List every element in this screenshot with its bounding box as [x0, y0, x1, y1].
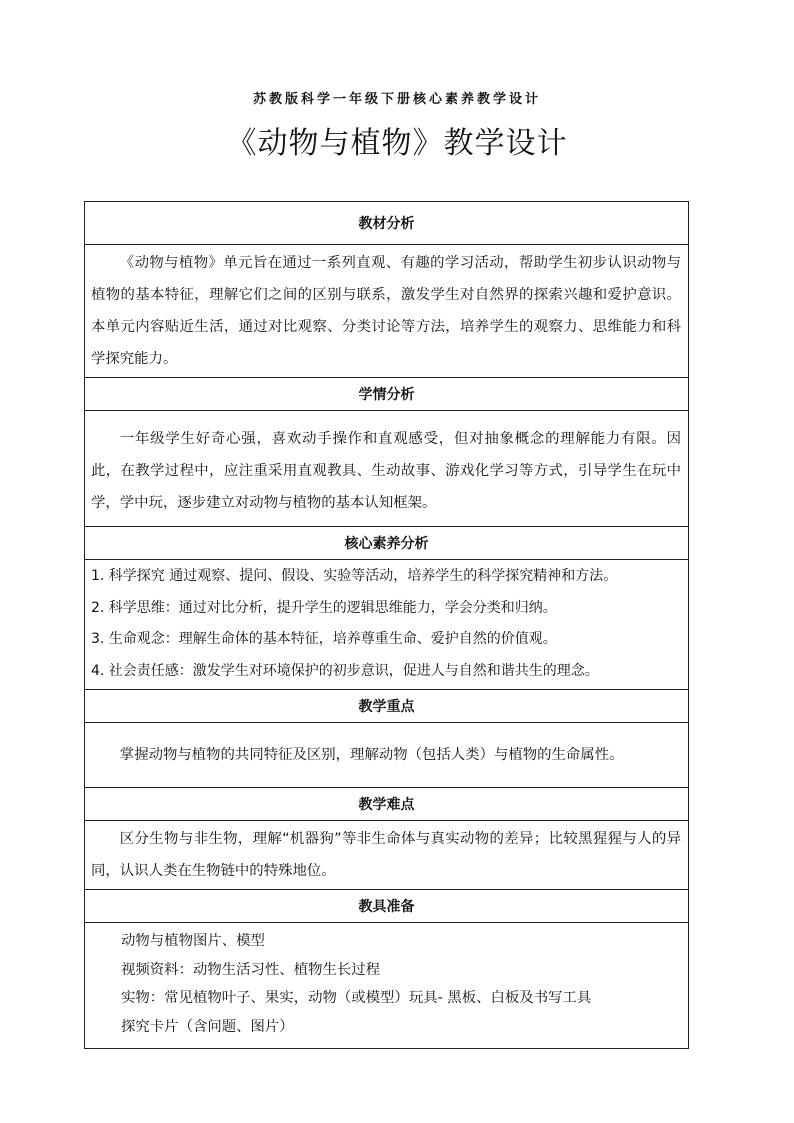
textbook-analysis-cell: [85, 245, 689, 378]
list-item: 4. 社会责任感：激发学生对环境保护的初步意识，促进人与自然和谐共生的理念。: [91, 662, 599, 679]
key-points-text: 掌握动物与植物的共同特征及区别，理解动物（包括人类）与植物的生命属性。: [119, 747, 624, 763]
list-item: 动物与植物图片、模型: [121, 933, 265, 949]
learner-analysis-cell: [85, 411, 689, 527]
list-item: 3. 生命观念：理解生命体的基本特征，培养尊重生命、爱护自然的价值观。: [91, 631, 557, 647]
section-heading-textbook: 教材分析: [85, 202, 689, 245]
materials-list: [85, 923, 689, 1049]
series-subtitle: 苏教版科学一年级下册核心素养教学设计: [252, 92, 541, 107]
textbook-analysis-text: 《动物与植物》单元旨在通过一系列直观、有趣的学习活动，帮助学生初步认识动物与植物的基本特征，理解它们之间的区别与联系，激发学生对自然界的探索兴趣和爱护意识。本单元内容贴近生活，通过对比观察、分类讨论等方法，培养学生的观察力、思维能力和科学探究能力。: [91, 255, 681, 367]
lesson-plan-table: [84, 201, 689, 1049]
section-heading-core: 核心素养分析: [85, 527, 689, 560]
section-heading-difficulties: 教学难点: [85, 788, 689, 821]
key-points-cell: [85, 723, 689, 788]
page-title: 《动物与植物》教学设计: [226, 126, 568, 161]
list-item: 视频资料：动物生活习性、植物生长过程: [121, 961, 381, 978]
section-heading-key-points: 教学重点: [85, 690, 689, 723]
list-item: 2. 科学思维：通过对比分析，提升学生的逻辑思维能力，学会分类和归纳。: [91, 599, 557, 616]
section-heading-materials: 教具准备: [85, 890, 689, 923]
list-item: 探究卡片（含问题、图片）: [121, 1018, 294, 1035]
section-heading-learners: 学情分析: [85, 378, 689, 411]
core-literacy-list: [85, 560, 689, 690]
difficulties-cell: [85, 821, 689, 890]
difficulties-text: 区分生物与非生物，理解“机器狗”等非生命体与真实动物的差异；比较黑猩猩与人的异同，认识人类在生物链中的特殊地位。: [91, 831, 681, 879]
list-item: 1. 科学探究 通过观察、提问、假设、实验等活动，培养学生的科学探究精神和方法。: [91, 568, 618, 584]
learner-analysis-text: 一年级学生好奇心强，喜欢动手操作和直观感受，但对抽象概念的理解能力有限。因此，在教学过程中，应注重采用直观教具、生动故事、游戏化学习等方式，引导学生在玩中学，学中玩，逐步建立对动物与植物的基本认知框架。: [91, 431, 681, 511]
list-item: 实物：常见植物叶子、果实，动物（或模型）玩具- 黑板、白板及书写工具: [121, 990, 592, 1006]
